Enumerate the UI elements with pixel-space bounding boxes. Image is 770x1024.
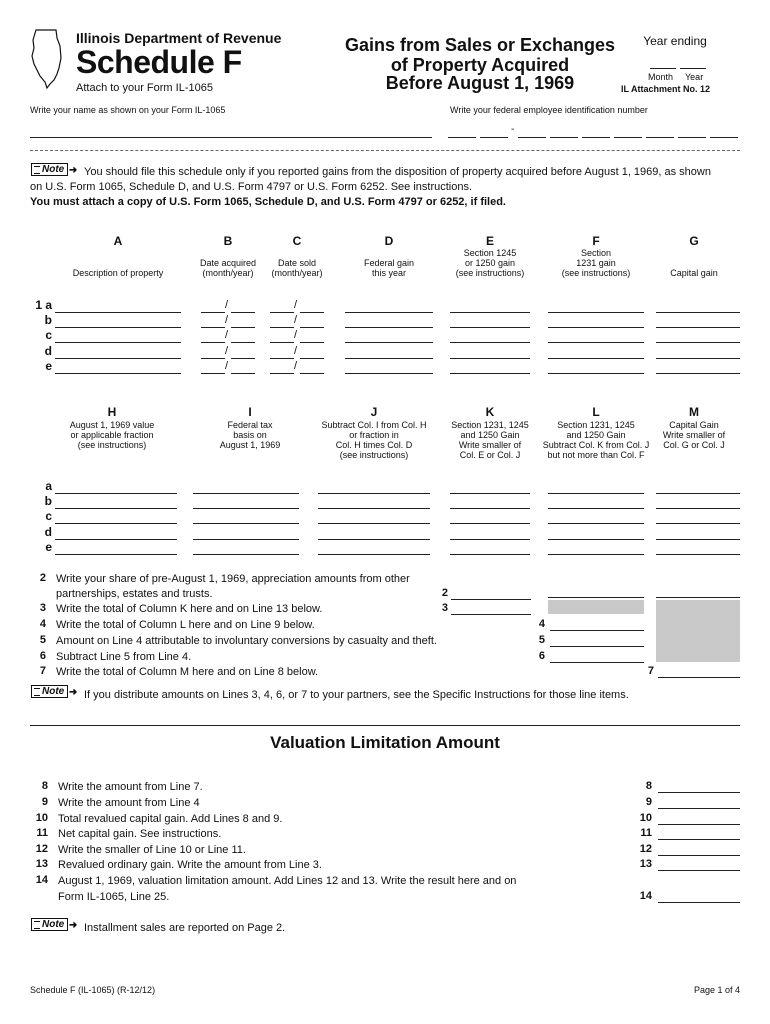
col-letter-k: K: [485, 405, 495, 419]
col-header-h: August 1, 1969 value or applicable fraction (see instructions): [69, 420, 155, 450]
table2-cell-field[interactable]: [450, 496, 530, 509]
agency-name: Illinois Department of Revenue: [76, 30, 282, 46]
fein-digit-5[interactable]: [582, 125, 610, 138]
line-7-field[interactable]: [658, 665, 740, 678]
date-slash: /: [294, 329, 298, 341]
date-year-field[interactable]: [231, 315, 255, 328]
col-letter-c: C: [292, 234, 302, 248]
date-year-field[interactable]: [231, 300, 255, 313]
line-6-number: 6: [39, 650, 46, 662]
header-divider: [30, 150, 740, 151]
col-header-l: Section 1231, 1245 and 1250 Gain Subtract Col. K from Col. J but not more than Col. F: [542, 420, 650, 460]
date-slash: /: [294, 299, 298, 311]
table1-cell-field[interactable]: [548, 346, 644, 359]
line-5-text: Amount on Line 4 attributable to involuntary conversions by casualty and theft.: [56, 635, 437, 647]
table1-cell-field[interactable]: [548, 300, 644, 313]
line-11-ref: 11: [640, 827, 652, 839]
line-9-number: 9: [41, 796, 48, 808]
month-field[interactable]: [650, 56, 676, 69]
table1-cell-field[interactable]: [345, 315, 433, 328]
line-2-number: 2: [39, 572, 46, 584]
note1-text-line2: on U.S. Form 1065, Schedule D, and U.S. Form 4797 or U.S. Form 6252. See instructions.: [30, 181, 473, 193]
table2-cell-field[interactable]: [450, 511, 530, 524]
table1-cell-field[interactable]: [548, 361, 644, 374]
line-7-ref: 7: [647, 665, 654, 677]
table2-cell-field[interactable]: [548, 511, 644, 524]
table2-cell-field[interactable]: [193, 527, 299, 540]
section-divider: [30, 725, 740, 726]
note-badge: Note ➜: [31, 685, 68, 698]
row-label: d: [44, 525, 52, 539]
col-letter-i: I: [248, 405, 252, 419]
line-13-ref: 13: [639, 858, 652, 870]
table2-cell-field[interactable]: [548, 481, 644, 494]
line-3-text: Write the total of Column K here and on Line 13 below.: [56, 603, 323, 615]
note1-text-line3: You must attach a copy of U.S. Form 1065, Schedule D, and U.S. Form 4797 or 6252, if filed.: [30, 196, 506, 208]
year-label: Year: [685, 72, 704, 82]
date-month-field[interactable]: [270, 346, 294, 359]
line-9-field[interactable]: [658, 796, 740, 809]
line-5-field[interactable]: [550, 634, 644, 647]
date-month-field[interactable]: [201, 315, 225, 328]
date-year-field[interactable]: [300, 300, 324, 313]
illinois-state-outline-icon: [30, 28, 64, 90]
col-header-e: Section 1245 or 1250 gain (see instructions): [455, 248, 525, 278]
table2-cell-field[interactable]: [548, 542, 644, 555]
date-slash: /: [294, 314, 298, 326]
date-month-field[interactable]: [201, 300, 225, 313]
date-slash: /: [225, 314, 229, 326]
date-year-field[interactable]: [231, 346, 255, 359]
table1-cell-field[interactable]: [55, 300, 181, 313]
table1-cell-field[interactable]: [55, 315, 181, 328]
fein-label: Write your federal employee identification number: [450, 105, 648, 115]
line-8-text: Write the amount from Line 7.: [58, 781, 203, 793]
line-9-ref: 9: [645, 796, 652, 808]
table2-cell-field[interactable]: [55, 542, 177, 555]
date-month-field[interactable]: [201, 330, 225, 343]
col-letter-g: G: [689, 234, 699, 248]
date-slash: /: [294, 345, 298, 357]
line-6-text: Subtract Line 5 from Line 4.: [56, 651, 192, 663]
table2-cell-field[interactable]: [656, 496, 740, 509]
table1-cell-field[interactable]: [450, 315, 530, 328]
date-year-field[interactable]: [231, 361, 255, 374]
line-6-ref: 6: [538, 650, 545, 662]
line-5-ref: 5: [538, 634, 545, 646]
note1-text-line1: You should file this schedule only if you reported gains from the disposition of property acquired before August 1, 1969, as shown: [84, 166, 711, 178]
date-year-field[interactable]: [300, 361, 324, 374]
line-6-field[interactable]: [550, 650, 644, 663]
line-13-field[interactable]: [658, 858, 740, 871]
line-12-ref: 12: [639, 843, 652, 855]
row-label: e: [45, 540, 52, 554]
line-4-field[interactable]: [550, 618, 644, 631]
table1-cell-field[interactable]: [656, 330, 740, 343]
line-13-text: Revalued ordinary gain. Write the amount from Line 3.: [58, 859, 322, 871]
table2-cell-field[interactable]: [55, 481, 177, 494]
date-month-field[interactable]: [201, 361, 225, 374]
date-year-field[interactable]: [300, 315, 324, 328]
line-2-l-field[interactable]: [548, 597, 644, 598]
col-letter-h: H: [107, 405, 117, 419]
valuation-title: Valuation Limitation Amount: [270, 733, 500, 752]
schedule-title: Schedule F: [76, 44, 242, 80]
date-month-field[interactable]: [270, 315, 294, 328]
table2-cell-field[interactable]: [55, 496, 177, 509]
table2-cell-field[interactable]: [318, 527, 430, 540]
table1-cell-field[interactable]: [656, 361, 740, 374]
col-letter-a: A: [113, 234, 123, 248]
table1-cell-field[interactable]: [55, 346, 181, 359]
line-3-number: 3: [39, 602, 46, 614]
line-14-text: August 1, 1969, valuation limitation amount. Add Lines 12 and 13. Write the result here and on: [58, 875, 517, 887]
row-label: a: [45, 479, 52, 493]
table2-cell-field[interactable]: [548, 527, 644, 540]
line-8-field[interactable]: [658, 780, 740, 793]
shaded-cell-m: [656, 600, 740, 662]
col-letter-l: L: [592, 405, 600, 419]
table2-cell-field[interactable]: [193, 542, 299, 555]
line-14-field[interactable]: [658, 890, 740, 903]
table1-cell-field[interactable]: [450, 330, 530, 343]
row-label: b: [44, 313, 52, 327]
table2-cell-field[interactable]: [548, 496, 644, 509]
date-month-field[interactable]: [270, 300, 294, 313]
row-label: b: [44, 494, 52, 508]
line-7-number: 7: [39, 665, 46, 677]
name-label: Write your name as shown on your Form IL-1065: [30, 105, 226, 115]
attach-instruction: Attach to your Form IL-1065: [76, 82, 213, 94]
col-header-f: Section 1231 gain (see instructions): [561, 248, 631, 278]
table2-cell-field[interactable]: [55, 527, 177, 540]
col-letter-j: J: [370, 405, 378, 419]
form-title-line2: of Property Acquired: [390, 55, 570, 75]
fein-digit-3[interactable]: [518, 125, 546, 138]
line-4-ref: 4: [538, 618, 545, 630]
date-year-field[interactable]: [231, 330, 255, 343]
table1-cell-field[interactable]: [345, 300, 433, 313]
table2-cell-field[interactable]: [656, 542, 740, 555]
note2-text: If you distribute amounts on Lines 3, 4, 6, or 7 to your partners, see the Specific Instructions for those line items.: [84, 689, 629, 701]
fein-digit-9[interactable]: [710, 125, 738, 138]
line-12-text: Write the smaller of Line 10 or Line 11.: [58, 844, 246, 856]
fein-separator: -: [511, 124, 515, 135]
col-header-j: Subtract Col. I from Col. H or fraction in Col. H times Col. D (see instructions): [321, 420, 427, 460]
table1-cell-field[interactable]: [450, 361, 530, 374]
line-13-number: 13: [35, 858, 48, 870]
line-12-field[interactable]: [658, 843, 740, 856]
row-label: c: [45, 328, 52, 342]
year-ending-label: Year ending: [643, 34, 707, 48]
shaded-cell-l: [548, 600, 644, 614]
table1-cell-field[interactable]: [656, 315, 740, 328]
line-3-ref: 3: [441, 602, 448, 614]
table2-cell-field[interactable]: [318, 496, 430, 509]
line-10-ref: 10: [639, 812, 652, 824]
date-slash: /: [225, 360, 229, 372]
fein-digit-4[interactable]: [550, 125, 578, 138]
table2-cell-field[interactable]: [450, 481, 530, 494]
col-header-m: Capital Gain Write smaller of Col. G or Col. J: [662, 420, 726, 450]
line-8-number: 8: [41, 780, 48, 792]
table2-cell-field[interactable]: [193, 511, 299, 524]
col-letter-d: D: [384, 234, 394, 248]
row-label: e: [45, 359, 52, 373]
line-14-text-cont: Form IL-1065, Line 25.: [58, 891, 170, 903]
line-3-field[interactable]: [451, 602, 531, 615]
note-badge: Note ➜: [31, 918, 68, 931]
line-2-text-cont: partnerships, estates and trusts.: [56, 588, 213, 600]
fein-digit-6[interactable]: [614, 125, 642, 138]
line-10-field[interactable]: [658, 812, 740, 825]
table2-cell-field[interactable]: [656, 511, 740, 524]
col-letter-e: E: [485, 234, 494, 248]
line-14-ref: 14: [639, 890, 652, 902]
table1-cell-field[interactable]: [450, 300, 530, 313]
table1-cell-field[interactable]: [548, 330, 644, 343]
table2-cell-field[interactable]: [450, 542, 530, 555]
date-slash: /: [225, 345, 229, 357]
table1-cell-field[interactable]: [345, 330, 433, 343]
table1-cell-field[interactable]: [656, 300, 740, 313]
table1-cell-field[interactable]: [656, 346, 740, 359]
line-9-text: Write the amount from Line 4: [58, 797, 200, 809]
table2-cell-field[interactable]: [656, 481, 740, 494]
fein-digit-2[interactable]: [480, 125, 508, 138]
date-month-field[interactable]: [270, 361, 294, 374]
table1-cell-field[interactable]: [450, 346, 530, 359]
col-header-d: Federal gain this year: [363, 258, 415, 278]
table2-cell-field[interactable]: [318, 511, 430, 524]
form-title-line3: Before August 1, 1969: [385, 73, 575, 93]
date-year-field[interactable]: [300, 330, 324, 343]
line-11-text: Net capital gain. See instructions.: [58, 828, 222, 840]
table2-cell-field[interactable]: [656, 527, 740, 540]
line-11-field[interactable]: [658, 827, 740, 840]
line-7-text: Write the total of Column M here and on Line 8 below.: [56, 666, 319, 678]
note-badge: Note ➜: [31, 163, 68, 176]
col-header-b: Date acquired (month/year): [199, 258, 257, 278]
line-10-text: Total revalued capital gain. Add Lines 8 and 9.: [58, 813, 283, 825]
line-12-number: 12: [35, 843, 48, 855]
date-month-field[interactable]: [201, 346, 225, 359]
table2-cell-field[interactable]: [193, 496, 299, 509]
attachment-number: IL Attachment No. 12: [621, 84, 711, 94]
date-year-field[interactable]: [300, 346, 324, 359]
col-header-c: Date sold (month/year): [271, 258, 323, 278]
year-field[interactable]: [680, 56, 706, 69]
table1-cell-field[interactable]: [55, 361, 181, 374]
table2-cell-field[interactable]: [55, 511, 177, 524]
line-11-number: 11: [36, 827, 48, 839]
footer-page-number: Page 1 of 4: [693, 985, 740, 995]
line-10-number: 10: [35, 812, 48, 824]
table2-cell-field[interactable]: [193, 481, 299, 494]
line-2-m-field[interactable]: [656, 597, 740, 598]
date-slash: /: [294, 360, 298, 372]
table2-cell-field[interactable]: [318, 542, 430, 555]
note3-text: Installment sales are reported on Page 2.: [84, 922, 286, 934]
date-slash: /: [225, 329, 229, 341]
fein-digit-1[interactable]: [448, 125, 476, 138]
date-slash: /: [225, 299, 229, 311]
col-header-a: Description of property: [72, 268, 164, 278]
form-title-line1: Gains from Sales or Exchanges: [344, 35, 616, 55]
col-header-g: Capital gain: [670, 268, 718, 278]
line-14-number: 14: [35, 874, 48, 886]
name-field[interactable]: [30, 125, 432, 138]
col-header-k: Section 1231, 1245 and 1250 Gain Write smaller of Col. E or Col. J: [451, 420, 529, 460]
date-month-field[interactable]: [270, 330, 294, 343]
col-letter-m: M: [689, 405, 699, 419]
month-label: Month: [648, 72, 674, 82]
row-label: 1 a: [35, 298, 52, 312]
row-label: d: [44, 344, 52, 358]
table1-cell-field[interactable]: [345, 361, 433, 374]
table2-cell-field[interactable]: [318, 481, 430, 494]
table1-cell-field[interactable]: [548, 315, 644, 328]
table2-cell-field[interactable]: [450, 527, 530, 540]
line-4-text: Write the total of Column L here and on Line 9 below.: [56, 619, 315, 631]
line-2-ref: 2: [441, 587, 448, 599]
line-2-text: Write your share of pre-August 1, 1969, appreciation amounts from other: [56, 573, 410, 585]
fein-digit-8[interactable]: [678, 125, 706, 138]
line-5-number: 5: [39, 634, 46, 646]
table1-cell-field[interactable]: [345, 346, 433, 359]
line-2-field[interactable]: [451, 587, 531, 600]
col-header-i: Federal tax basis on August 1, 1969: [219, 420, 281, 450]
line-4-number: 4: [39, 618, 46, 630]
line-8-ref: 8: [645, 780, 652, 792]
col-letter-b: B: [223, 234, 233, 248]
fein-digit-7[interactable]: [646, 125, 674, 138]
col-letter-f: F: [592, 234, 600, 248]
row-label: c: [45, 509, 52, 523]
footer-form-id: Schedule F (IL-1065) (R-12/12): [30, 985, 156, 995]
table1-cell-field[interactable]: [55, 330, 181, 343]
